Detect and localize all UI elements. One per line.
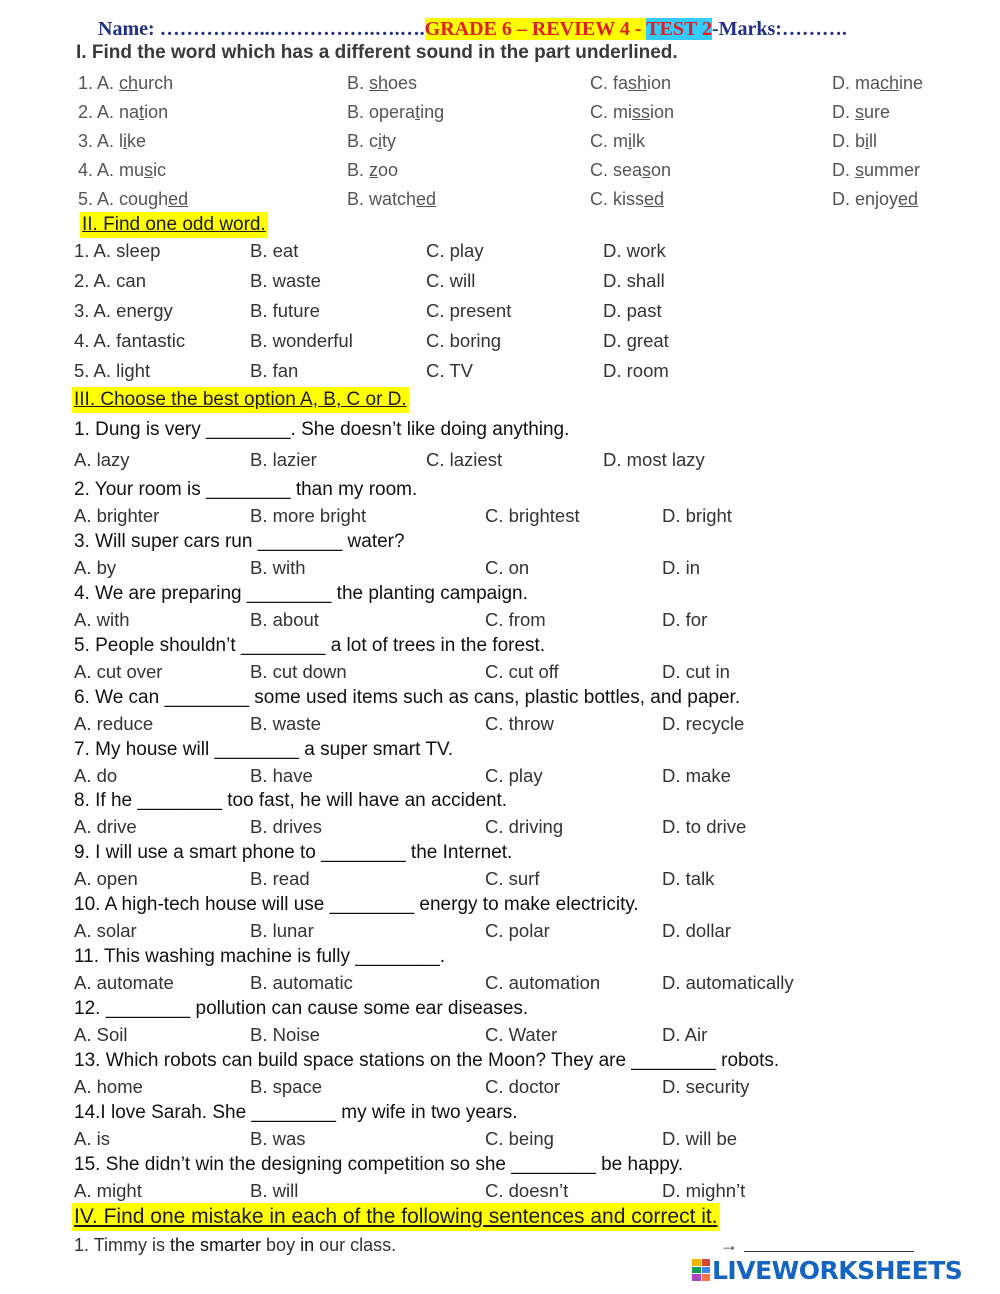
answer-option[interactable]: B. drives [250, 816, 322, 838]
sound-option[interactable]: 5. A. coughed [78, 189, 189, 209]
answer-options-row [0, 659, 1000, 687]
answer-option[interactable]: B. with [250, 556, 306, 578]
answer-option[interactable]: B. read [250, 868, 310, 890]
answer-option[interactable]: B. cut down [250, 660, 347, 682]
odd-word-option[interactable]: 5. A. light [74, 360, 151, 381]
sound-option[interactable]: B. zoo [347, 160, 399, 180]
odd-word-option[interactable]: B. waste [250, 270, 321, 291]
answer-options-row [0, 918, 1000, 946]
answer-option[interactable]: D. automatically [662, 972, 794, 994]
odd-word-row [0, 238, 1000, 266]
question-text: 2. Your room is ________ than my room. [74, 479, 418, 500]
answer-option[interactable]: B. lazier [250, 449, 317, 470]
sound-option[interactable]: C. mission [590, 102, 675, 122]
section3-title: III. Choose the best option A, B, C or D. [72, 387, 409, 413]
answer-option[interactable]: A. with [74, 608, 130, 630]
answer-option[interactable]: A. might [74, 1179, 142, 1201]
odd-word-row [0, 298, 1000, 326]
odd-word-option[interactable]: B. eat [250, 240, 299, 261]
question-text: 15. She didn’t win the designing competition so she ________ be happy. [74, 1153, 684, 1175]
question-text: 7. My house will ________ a super smart TV. [74, 738, 454, 760]
odd-word-option[interactable]: 3. A. energy [74, 300, 173, 321]
answer-option[interactable]: C. Water [485, 1024, 558, 1045]
answer-option[interactable]: B. was [250, 1127, 306, 1149]
answer-option[interactable]: D. Air [662, 1024, 708, 1045]
answer-option[interactable]: C. doesn’t [485, 1179, 569, 1201]
odd-word-option[interactable]: C. play [426, 240, 484, 261]
answer-option[interactable]: B. about [250, 608, 319, 630]
logo-square [692, 1274, 701, 1281]
answer-option[interactable]: C. brightest [485, 505, 580, 526]
answer-option[interactable]: B. will [250, 1179, 299, 1201]
answer-option[interactable]: A. brighter [74, 505, 160, 526]
odd-word-option[interactable]: B. future [250, 300, 320, 321]
question-text: 12. ________ pollution can cause some ear diseases. [74, 998, 529, 1019]
arrow-icon: → [720, 1235, 738, 1255]
question-text: 5. People shouldn’t ________ a lot of trees in the forest. [74, 634, 546, 656]
answer-option[interactable]: A. lazy [74, 449, 130, 470]
sound-option[interactable]: C. season [590, 160, 672, 180]
logo-square [702, 1274, 711, 1281]
answer-option[interactable]: D. make [662, 764, 731, 786]
odd-word-option[interactable]: 2. A. can [74, 270, 146, 291]
answer-option[interactable]: B. lunar [250, 920, 314, 942]
answer-option[interactable]: A. reduce [74, 712, 154, 734]
answer-option[interactable]: C. laziest [426, 449, 503, 470]
answer-option[interactable]: A. home [74, 1075, 143, 1097]
mistake-sentence-1: 1. Timmy is the smarter boy in our class. [74, 1235, 397, 1255]
section1-title: I. Find the word which has a different sound in the part underlined. [76, 42, 678, 63]
sound-option[interactable]: B. shoes [347, 73, 418, 93]
answer-input-line[interactable] [744, 1251, 914, 1252]
answer-options-row [0, 711, 1000, 739]
answer-options-row [0, 555, 1000, 583]
answer-option[interactable]: A. open [74, 868, 138, 890]
answer-options-row [0, 1074, 1000, 1102]
question-text: 4. We are preparing ________ the planting campaign. [74, 582, 528, 604]
logo-square [702, 1259, 711, 1266]
answer-option[interactable]: C. cut off [485, 660, 559, 682]
answer-option[interactable]: D. for [662, 608, 708, 630]
odd-word-option[interactable]: D. great [603, 330, 669, 351]
answer-option[interactable]: D. security [662, 1075, 750, 1097]
logo-square [702, 1267, 711, 1274]
answer-option[interactable]: C. from [485, 608, 546, 630]
answer-option[interactable]: D. will be [662, 1127, 738, 1149]
liveworksheets-logo [692, 1254, 962, 1286]
odd-word-option[interactable]: D. work [603, 240, 666, 261]
odd-word-option[interactable]: C. boring [426, 330, 502, 351]
question-text: 13. Which robots can build space stations on the Moon? They are ________ robots. [74, 1049, 780, 1071]
odd-word-option[interactable]: B. wonderful [250, 330, 353, 351]
answer-options-row [0, 1178, 1000, 1206]
answer-options-row [0, 866, 1000, 894]
sound-option[interactable]: B. city [347, 131, 397, 151]
sound-option[interactable]: B. operating [347, 102, 445, 122]
sound-option[interactable]: C. milk [590, 131, 646, 151]
sound-option[interactable]: 1. A. church [78, 73, 174, 93]
answer-option[interactable]: C. throw [485, 712, 554, 734]
answer-option[interactable]: D. cut in [662, 660, 730, 682]
answer-option[interactable]: D. mighn’t [662, 1179, 746, 1201]
odd-word-option[interactable]: C. will [426, 270, 476, 291]
answer-option[interactable]: B. waste [250, 712, 321, 734]
sound-option[interactable]: D. machine [832, 73, 924, 93]
question-text: 11. This washing machine is fully ________. [74, 946, 446, 968]
sound-option[interactable]: 4. A. music [78, 160, 167, 180]
test-label: TEST 2 [646, 18, 712, 40]
answer-option[interactable]: C. polar [485, 920, 550, 942]
odd-word-option[interactable]: D. past [603, 300, 662, 321]
odd-word-row [0, 268, 1000, 296]
answer-option[interactable]: C. doctor [485, 1075, 561, 1097]
answer-options-row [0, 503, 1000, 531]
question-text: 3. Will super cars run ________ water? [74, 530, 405, 552]
sound-option[interactable]: D. sure [832, 102, 891, 122]
odd-word-row [0, 328, 1000, 356]
answer-option[interactable]: A. solar [74, 920, 137, 942]
answer-option[interactable]: D. talk [662, 868, 715, 890]
odd-word-row [0, 358, 1000, 386]
odd-word-option[interactable]: C. TV [426, 360, 473, 381]
answer-option[interactable]: B. more bright [250, 505, 367, 526]
answer-option[interactable]: C. surf [485, 868, 540, 890]
answer-option[interactable]: B. automatic [250, 972, 353, 994]
answer-options-row [0, 1022, 1000, 1050]
name-field-label: Name: ……………..…………….….…. [98, 18, 425, 40]
sound-option[interactable]: D. enjoyed [832, 189, 919, 209]
answer-option[interactable]: B. space [250, 1075, 322, 1097]
answer-options-row [0, 970, 1000, 998]
question-text: 8. If he ________ too fast, he will have an accident. [74, 790, 508, 812]
sound-option[interactable]: B. watched [347, 189, 437, 209]
answer-option[interactable]: A. do [74, 764, 118, 786]
answer-option[interactable]: C. driving [485, 816, 564, 838]
answer-option[interactable]: C. play [485, 764, 543, 786]
answer-option[interactable]: A. by [74, 556, 117, 578]
sound-option[interactable]: 3. A. like [78, 131, 147, 151]
section2-title: II. Find one odd word. [80, 212, 268, 238]
answer-option[interactable]: B. Noise [250, 1024, 320, 1045]
odd-word-option[interactable]: D. room [603, 360, 669, 381]
answer-options-row [0, 447, 1000, 475]
answer-options-row [0, 814, 1000, 842]
sound-question-row [0, 186, 1000, 214]
sound-option[interactable]: C. kissed [590, 189, 665, 209]
question-text: 1. Dung is very ________. She doesn’t like doing anything. [74, 419, 570, 440]
marks-label: -Marks:………. [711, 18, 847, 40]
answer-options-row [0, 763, 1000, 791]
answer-option[interactable]: D. most lazy [603, 449, 705, 470]
answer-option[interactable]: D. recycle [662, 712, 745, 734]
answer-option[interactable]: A. automate [74, 972, 174, 994]
sound-option[interactable]: D. summer [832, 160, 921, 180]
logo-square [692, 1259, 701, 1266]
answer-options-row [0, 607, 1000, 635]
answer-option[interactable]: A. Soil [74, 1024, 128, 1045]
answer-option[interactable]: D. in [662, 556, 701, 578]
answer-option[interactable]: A. drive [74, 816, 137, 838]
sound-question-row [0, 99, 1000, 127]
question-text: 14.I love Sarah. She ________ my wife in two years. [74, 1101, 518, 1123]
sound-question-row [0, 128, 1000, 156]
answer-option[interactable]: D. bright [662, 505, 732, 526]
answer-option[interactable]: C. automation [485, 972, 601, 994]
question-text: 6. We can ________ some used items such as cans, plastic bottles, and paper. [74, 686, 741, 708]
sound-question-row [0, 70, 1000, 98]
sound-option[interactable]: D. bill [832, 131, 878, 151]
sound-option[interactable]: C. fashion [590, 73, 672, 93]
odd-word-option[interactable]: 1. A. sleep [74, 240, 161, 261]
logo-square [692, 1267, 701, 1274]
answer-option[interactable]: A. is [74, 1127, 110, 1149]
section4-title: IV. Find one mistake in each of the following sentences and correct it. [72, 1203, 720, 1231]
answer-option[interactable]: D. to drive [662, 816, 747, 838]
answer-option[interactable]: C. being [485, 1127, 554, 1149]
worksheet-header [98, 16, 847, 42]
odd-word-option[interactable]: C. present [426, 300, 512, 321]
odd-word-option[interactable]: D. shall [603, 270, 665, 291]
answer-options-row [0, 1126, 1000, 1154]
logo-text: LIVEWORKSHEETS [712, 1255, 963, 1285]
answer-option[interactable]: D. dollar [662, 920, 731, 942]
sound-option[interactable]: 2. A. nation [78, 102, 169, 122]
sound-question-row [0, 157, 1000, 185]
question-text: 10. A high-tech house will use ________ energy to make electricity. [74, 894, 639, 916]
answer-option[interactable]: B. have [250, 764, 313, 786]
answer-option[interactable]: A. cut over [74, 660, 163, 682]
question-text: 9. I will use a smart phone to ________ the Internet. [74, 842, 513, 864]
odd-word-option[interactable]: 4. A. fantastic [74, 330, 186, 351]
logo-icon [692, 1259, 710, 1281]
grade-title: GRADE 6 – REVIEW 4 - [424, 18, 647, 40]
answer-option[interactable]: C. on [485, 556, 530, 578]
odd-word-option[interactable]: B. fan [250, 360, 299, 381]
